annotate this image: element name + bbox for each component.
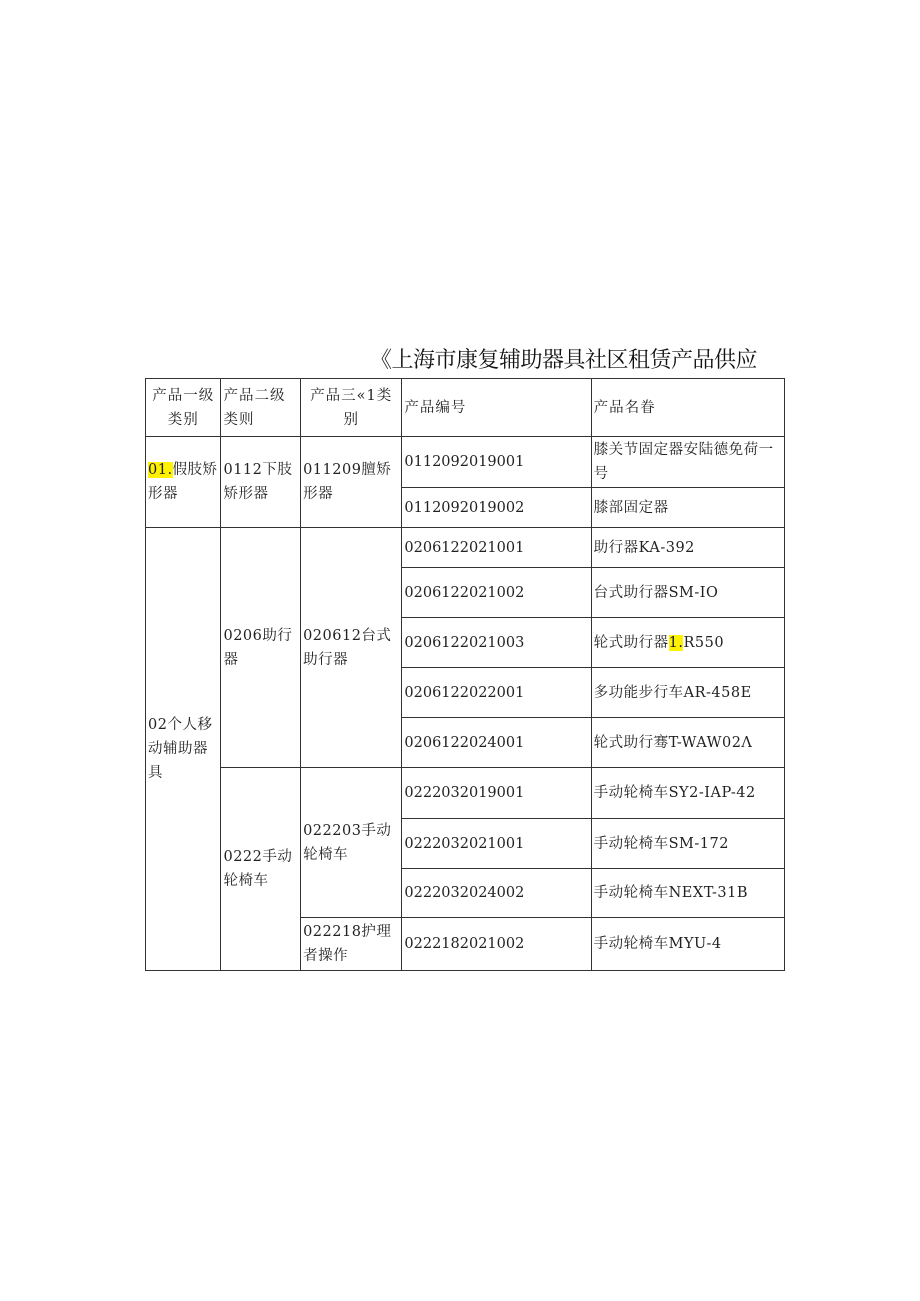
category-level1-prosthetics	[146, 437, 221, 528]
category-level2-walker: 0206助行器	[221, 528, 301, 768]
category-level2-lower-limb: 0112下肢矫形器	[221, 437, 301, 528]
category-level3-knee: 011209膻矫形器	[301, 437, 402, 528]
product-code: 0112092019002	[402, 488, 591, 528]
category-level3-attendant-operated: 022218护理者操作	[301, 918, 402, 971]
product-name-prefix: 轮式助行器	[593, 634, 669, 651]
header-level1: 产品一级类别	[146, 379, 221, 437]
product-name: 膝部固定器	[591, 488, 784, 528]
category-level2-wheelchair: 0222手动轮椅车	[221, 768, 301, 971]
product-code: 0222032019001	[402, 768, 591, 819]
product-code: 0206122021001	[402, 528, 591, 568]
product-code: 0222032024002	[402, 869, 591, 918]
product-name: 多功能步行车AR-458E	[591, 668, 784, 718]
category-level1-mobility: 02个人移动辅助器具	[146, 528, 221, 971]
product-code: 0222182021002	[402, 918, 591, 971]
category-level3-table-walker: 020612台式助行器	[301, 528, 402, 768]
product-code: 0222032021001	[402, 819, 591, 869]
product-code: 0206122021002	[402, 568, 591, 618]
product-name	[591, 618, 784, 668]
category-level1-label: 假肢矫形器	[148, 462, 218, 502]
document-title: 《上海市康复辅助器具社区租赁产品供应	[370, 348, 758, 373]
table-row	[146, 768, 785, 819]
header-code: 产品编号	[402, 379, 591, 437]
product-name-suffix: R550	[683, 634, 725, 651]
table-header-row	[146, 379, 785, 437]
product-name: 台式助行器SM-IO	[591, 568, 784, 618]
product-name: 手动轮椅车SM-172	[591, 819, 784, 869]
highlighted-number: 1.	[668, 634, 684, 651]
table-row	[146, 528, 785, 568]
product-code: 0206122024001	[402, 718, 591, 768]
product-name: 助行器KA-392	[591, 528, 784, 568]
product-name: 手动轮椅车MYU-4	[591, 918, 784, 971]
product-code: 0112092019001	[402, 437, 591, 488]
header-level3: 产品三«1类别	[301, 379, 402, 437]
product-code: 0206122022001	[402, 668, 591, 718]
category-level3-manual-wheelchair: 022203手动轮椅车	[301, 768, 402, 918]
header-name: 产品名眷	[591, 379, 784, 437]
table-row	[146, 437, 785, 488]
product-name: 手动轮椅车NEXT-31B	[591, 869, 784, 918]
product-supply-table	[145, 378, 785, 971]
product-name: 轮式助行骞T-WAW02Λ	[591, 718, 784, 768]
highlighted-number: 01.	[148, 462, 173, 478]
product-name: 手动轮椅车SY2-IAP-42	[591, 768, 784, 819]
product-code: 0206122021003	[402, 618, 591, 668]
product-name: 膝关节固定器安陆德免荷一号	[591, 437, 784, 488]
header-level2: 产品二级类则	[221, 379, 301, 437]
